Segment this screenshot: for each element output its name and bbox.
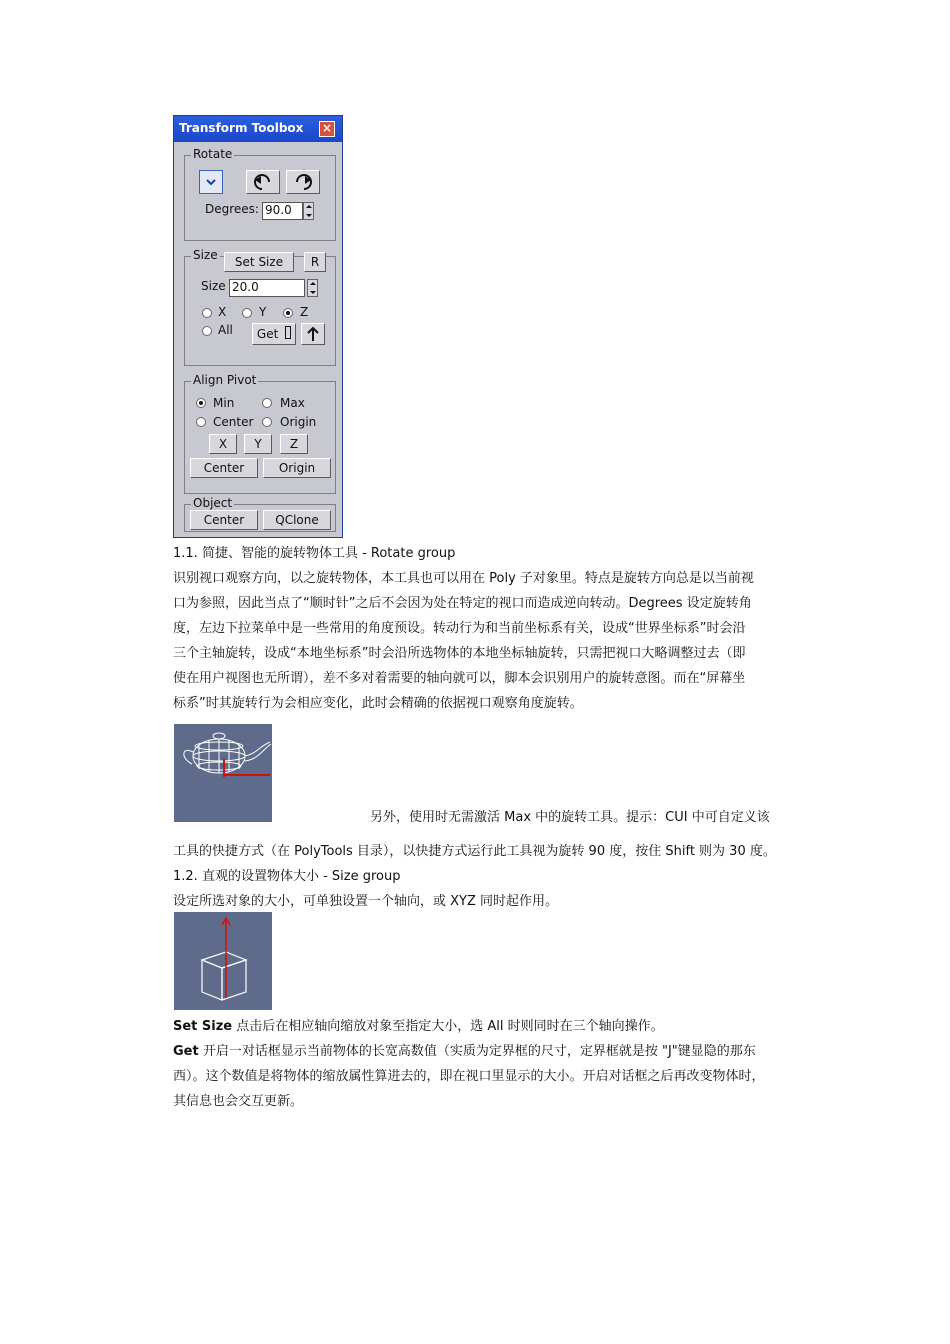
degrees-field[interactable]: 90.0 — [262, 202, 303, 220]
get-paragraph-line2: 西）。这个数值是将物体的缩放属性算进去的，即在视口里显示的大小。开启对话框之后再改变物体时， — [173, 1069, 765, 1084]
toolbox-body — [174, 142, 342, 537]
pivot-center-label: Center — [213, 415, 254, 429]
rotate-legend: Rotate — [193, 147, 233, 161]
pivot-max-radio[interactable] — [262, 398, 272, 408]
para1-line4: 三个主轴旋转，设成“本地坐标系”时会沿所选物体的本地坐标轴旋转，只需把视口大略调整过去（即 — [173, 646, 746, 661]
pivot-y-button[interactable]: Y — [244, 434, 272, 454]
size-field[interactable]: 20.0 — [229, 279, 305, 297]
teapot-wireframe-icon — [174, 724, 272, 822]
axis-x-radio[interactable] — [202, 308, 212, 318]
r-button[interactable]: R — [304, 252, 326, 272]
set-size-paragraph — [173, 1014, 664, 1039]
get-paragraph-line1 — [173, 1039, 756, 1064]
heading-rotate-group: 1.1. 简捷、智能的旋转物体工具 - Rotate group — [173, 546, 456, 561]
para1-line2: 口为参照，因此当点了“顺时针”之后不会因为处在特定的视口而造成逆向转动。Degrees 设定旋转角 — [173, 596, 752, 611]
box-wireframe-icon — [174, 912, 272, 1010]
pivot-origin-label: Origin — [280, 415, 317, 429]
align-pivot-legend: Align Pivot — [193, 373, 257, 387]
axis-z-label: Z — [300, 305, 309, 319]
pivot-origin-radio[interactable] — [262, 417, 272, 427]
axis-y-radio[interactable] — [242, 308, 252, 318]
para2-line1: 另外，使用时无需激活 Max 中的旋转工具。提示：CUI 中可自定义该 — [370, 810, 770, 825]
para1-line6: 标系”时其旋转行为会相应变化，此时会精确的依据视口观察角度旋转。 — [173, 696, 583, 711]
get-label: Get — [256, 327, 279, 341]
set-size-description: 点击后在相应轴向缩放对象至指定大小，选 All 时则同时在三个轴向操作。 — [232, 1019, 664, 1034]
para2-line2: 工具的快捷方式（在 PolyTools 目录），以快捷方式运行此工具视为旋转 90 度，按住 Shift 则为 30 度。 — [173, 844, 776, 859]
get-description: 开启一对话框显示当前物体的长宽高数值（实质为定界框的尺寸，定界框就是按 "J"键显隐的那东 — [198, 1044, 756, 1059]
get-paragraph-line3: 其信息也会交互更新。 — [173, 1094, 304, 1109]
para1-line1: 识别视口观察方向，以之旋转物体，本工具也可以用在 Poly 子对象里。特点是旋转方向总是以当前视 — [173, 571, 754, 586]
pivot-min-radio[interactable] — [196, 398, 206, 408]
pivot-z-button[interactable]: Z — [280, 434, 308, 454]
pivot-center-radio[interactable] — [196, 417, 206, 427]
size-legend: Size — [193, 248, 218, 262]
teapot-viewport-image — [174, 724, 272, 822]
pivot-center-button[interactable]: Center — [190, 458, 258, 478]
get-term: Get — [173, 1044, 199, 1059]
para3: 设定所选对象的大小，可单独设置一个轴向，或 XYZ 同时起作用。 — [173, 894, 559, 909]
heading-size-group: 1.2. 直观的设置物体大小 - Size group — [173, 869, 401, 884]
size-label: Size — [201, 279, 226, 293]
axis-y-label: Y — [259, 305, 267, 319]
object-center-button[interactable]: Center — [190, 510, 258, 530]
axis-x-label: X — [218, 305, 227, 319]
title-bar[interactable] — [174, 116, 342, 142]
transform-toolbox-window — [173, 115, 343, 538]
object-legend: Object — [193, 496, 233, 510]
degrees-label: Degrees: — [205, 202, 259, 216]
close-icon[interactable]: × — [319, 121, 335, 137]
set-size-button[interactable]: Set Size — [224, 252, 294, 272]
pivot-origin-button[interactable]: Origin — [263, 458, 331, 478]
pivot-min-label: Min — [213, 396, 235, 410]
para1-line3: 度，左边下拉菜单中是一些常用的角度预设。转动行为和当前坐标系有关，设成“世界坐标系”时会沿 — [173, 621, 746, 636]
rotate-ccw-button[interactable] — [246, 170, 280, 194]
rotate-presets-dropdown[interactable] — [199, 170, 223, 194]
degrees-spinner[interactable] — [303, 202, 314, 220]
box-viewport-image — [174, 912, 272, 1010]
rotate-ccw-icon — [247, 171, 279, 193]
up-arrow-button[interactable] — [301, 323, 325, 345]
arrow-up-icon — [302, 324, 324, 344]
chevron-down-icon — [200, 171, 222, 193]
rotate-cw-button[interactable] — [286, 170, 320, 194]
para1-line5: 使在用户视图也无所谓），差不多对着需要的轴向就可以，脚本会识别用户的旋转意图。而在“屏幕坐 — [173, 671, 746, 686]
window-title: Transform Toolbox — [179, 121, 304, 135]
rotate-group — [184, 147, 336, 241]
set-size-term: Set Size — [173, 1019, 233, 1034]
size-spinner[interactable] — [307, 279, 318, 297]
pivot-max-label: Max — [280, 396, 305, 410]
rotate-cw-icon — [287, 171, 319, 193]
axis-z-radio[interactable] — [283, 308, 293, 318]
axis-all-label: All — [218, 323, 233, 337]
get-button[interactable] — [252, 323, 296, 345]
get-toggle-indicator — [285, 326, 291, 339]
qclone-button[interactable]: QClone — [263, 510, 331, 530]
axis-all-radio[interactable] — [202, 326, 212, 336]
pivot-x-button[interactable]: X — [209, 434, 237, 454]
